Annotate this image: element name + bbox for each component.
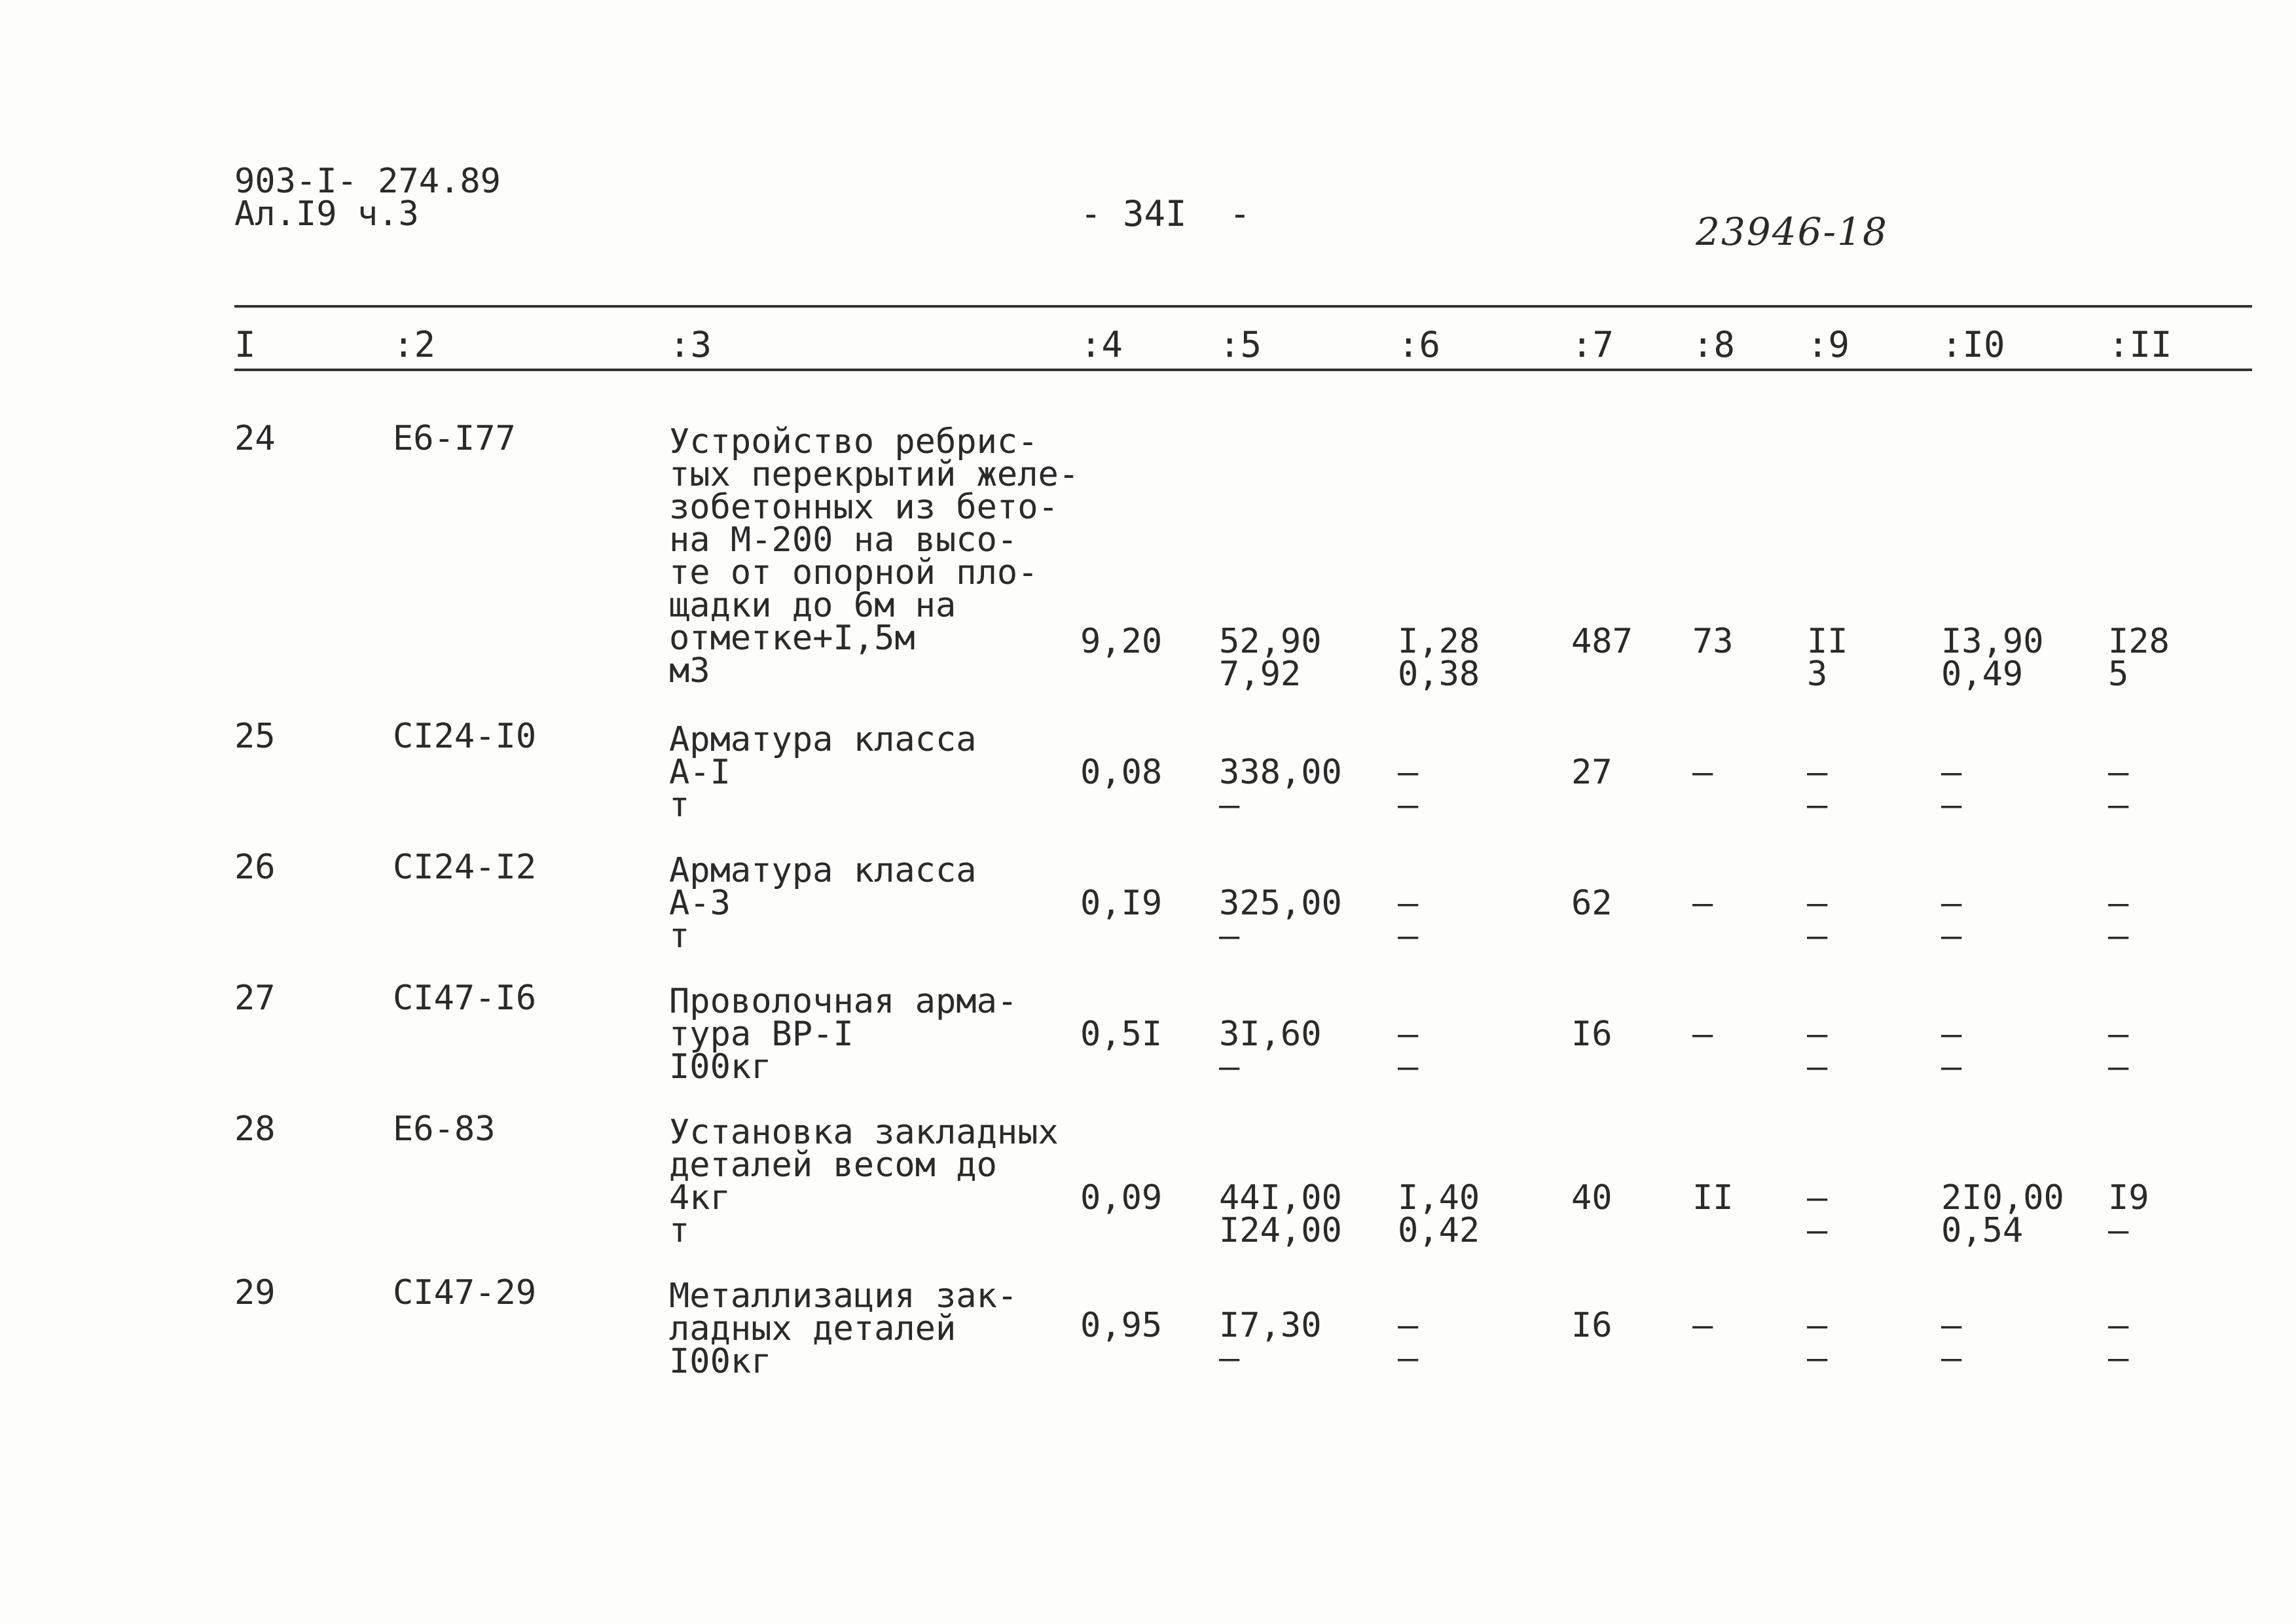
cell-c11: – – xyxy=(2108,1306,2129,1378)
cell-c6: – – xyxy=(1398,753,1419,825)
col-header-3: :3 xyxy=(669,324,712,365)
document-code xyxy=(234,162,501,234)
col-header-7: :7 xyxy=(1571,324,1614,365)
cell-c7: 487 xyxy=(1571,622,1633,661)
cell-c6: – – xyxy=(1398,884,1419,956)
cell-c4: 0,I9 xyxy=(1080,884,1163,923)
col-header-5: :5 xyxy=(1219,324,1262,365)
col-header-4: :4 xyxy=(1080,324,1123,365)
cell-c8: – xyxy=(1692,884,1713,923)
work-description: Арматура класса А-3 т xyxy=(669,851,977,956)
col-header-1: I xyxy=(234,324,256,365)
cell-c9: – – xyxy=(1807,1178,1828,1250)
cell-c8: – xyxy=(1692,753,1713,792)
col-header-11: :II xyxy=(2108,324,2172,365)
document-code-line2: Ал.I9 ч.3 xyxy=(234,194,419,234)
cell-c10: – – xyxy=(1941,753,1962,825)
cell-c11: I9 – xyxy=(2108,1178,2149,1250)
resource-code: Е6-83 xyxy=(393,1110,496,1149)
cell-c9: – – xyxy=(1807,753,1828,825)
cell-c6: – – xyxy=(1398,1015,1419,1087)
row-number: 26 xyxy=(234,848,276,887)
cell-c10: 2I0,00 0,54 xyxy=(1941,1178,2064,1250)
cell-c11: – – xyxy=(2108,753,2129,825)
cell-c9: – – xyxy=(1807,1306,1828,1378)
work-description: Проволочная арма- тура ВР-I I00кг xyxy=(669,982,1018,1087)
cell-c10: – – xyxy=(1941,1015,1962,1087)
cell-c8: – xyxy=(1692,1015,1713,1054)
cell-c11: I28 5 xyxy=(2108,622,2170,694)
row-number: 24 xyxy=(234,419,276,458)
cell-c10: I3,90 0,49 xyxy=(1941,622,2044,694)
row-number: 27 xyxy=(234,979,276,1018)
cell-c9: – – xyxy=(1807,884,1828,956)
document-code-line1: 903-I- 274.89 xyxy=(234,162,501,201)
cell-c7: I6 xyxy=(1571,1015,1613,1054)
resource-code: CI47-29 xyxy=(393,1273,537,1312)
cell-c4: 9,20 xyxy=(1080,622,1163,661)
resource-code: CI24-I2 xyxy=(393,848,537,887)
cell-c8: – xyxy=(1692,1306,1713,1345)
cell-c11: – – xyxy=(2108,884,2129,956)
resource-code: Е6-I77 xyxy=(393,419,516,458)
cell-c5: 3I,60 – xyxy=(1219,1015,1322,1087)
cell-c8: II xyxy=(1692,1178,1734,1218)
cell-c6: I,40 0,42 xyxy=(1398,1178,1480,1250)
cell-c5: 52,90 7,92 xyxy=(1219,622,1322,694)
registration-number: 23946-18 xyxy=(1696,209,1888,254)
cell-c4: 0,08 xyxy=(1080,753,1163,792)
table-top-rule xyxy=(234,305,2252,308)
cell-c6: – – xyxy=(1398,1306,1419,1378)
cell-c11: – – xyxy=(2108,1015,2129,1087)
col-header-2: :2 xyxy=(393,324,436,365)
table-header-rule xyxy=(234,369,2252,371)
cell-c7: 62 xyxy=(1571,884,1613,923)
cell-c9: II 3 xyxy=(1807,622,1848,694)
work-description: Устройство ребрис- тых перекрытий желе- зобетонных из бето- на М-200 на высо- те от опорной пло- щадки до 6м на отметке+I,5м м3 xyxy=(669,422,1080,691)
cell-c7: I6 xyxy=(1571,1306,1613,1345)
cell-c5: 44I,00 I24,00 xyxy=(1219,1178,1342,1250)
cell-c10: – – xyxy=(1941,884,1962,956)
cell-c8: 73 xyxy=(1692,622,1734,661)
cell-c4: 0,09 xyxy=(1080,1178,1163,1218)
work-description: Арматура класса А-I т xyxy=(669,720,977,825)
col-header-10: :I0 xyxy=(1941,324,2005,365)
cell-c7: 27 xyxy=(1571,753,1613,792)
cell-c10: – – xyxy=(1941,1306,1962,1378)
work-description: Металлизация зак- ладных деталей I00кг xyxy=(669,1276,1018,1381)
cell-c6: I,28 0,38 xyxy=(1398,622,1480,694)
col-header-6: :6 xyxy=(1398,324,1441,365)
cell-c5: 338,00 – xyxy=(1219,753,1342,825)
row-number: 28 xyxy=(234,1110,276,1149)
row-number: 29 xyxy=(234,1273,276,1312)
col-header-8: :8 xyxy=(1692,324,1736,365)
row-number: 25 xyxy=(234,717,276,756)
cell-c9: – – xyxy=(1807,1015,1828,1087)
work-description: Установка закладных деталей весом до 4кг т xyxy=(669,1113,1059,1250)
cell-c7: 40 xyxy=(1571,1178,1613,1218)
resource-code: CI24-I0 xyxy=(393,717,537,756)
cell-c4: 0,95 xyxy=(1080,1306,1163,1345)
page-number: - 34I - xyxy=(1080,193,1251,234)
cell-c5: 325,00 – xyxy=(1219,884,1342,956)
cell-c4: 0,5I xyxy=(1080,1015,1163,1054)
col-header-9: :9 xyxy=(1807,324,1850,365)
cell-c5: I7,30 – xyxy=(1219,1306,1322,1378)
resource-code: CI47-I6 xyxy=(393,979,537,1018)
